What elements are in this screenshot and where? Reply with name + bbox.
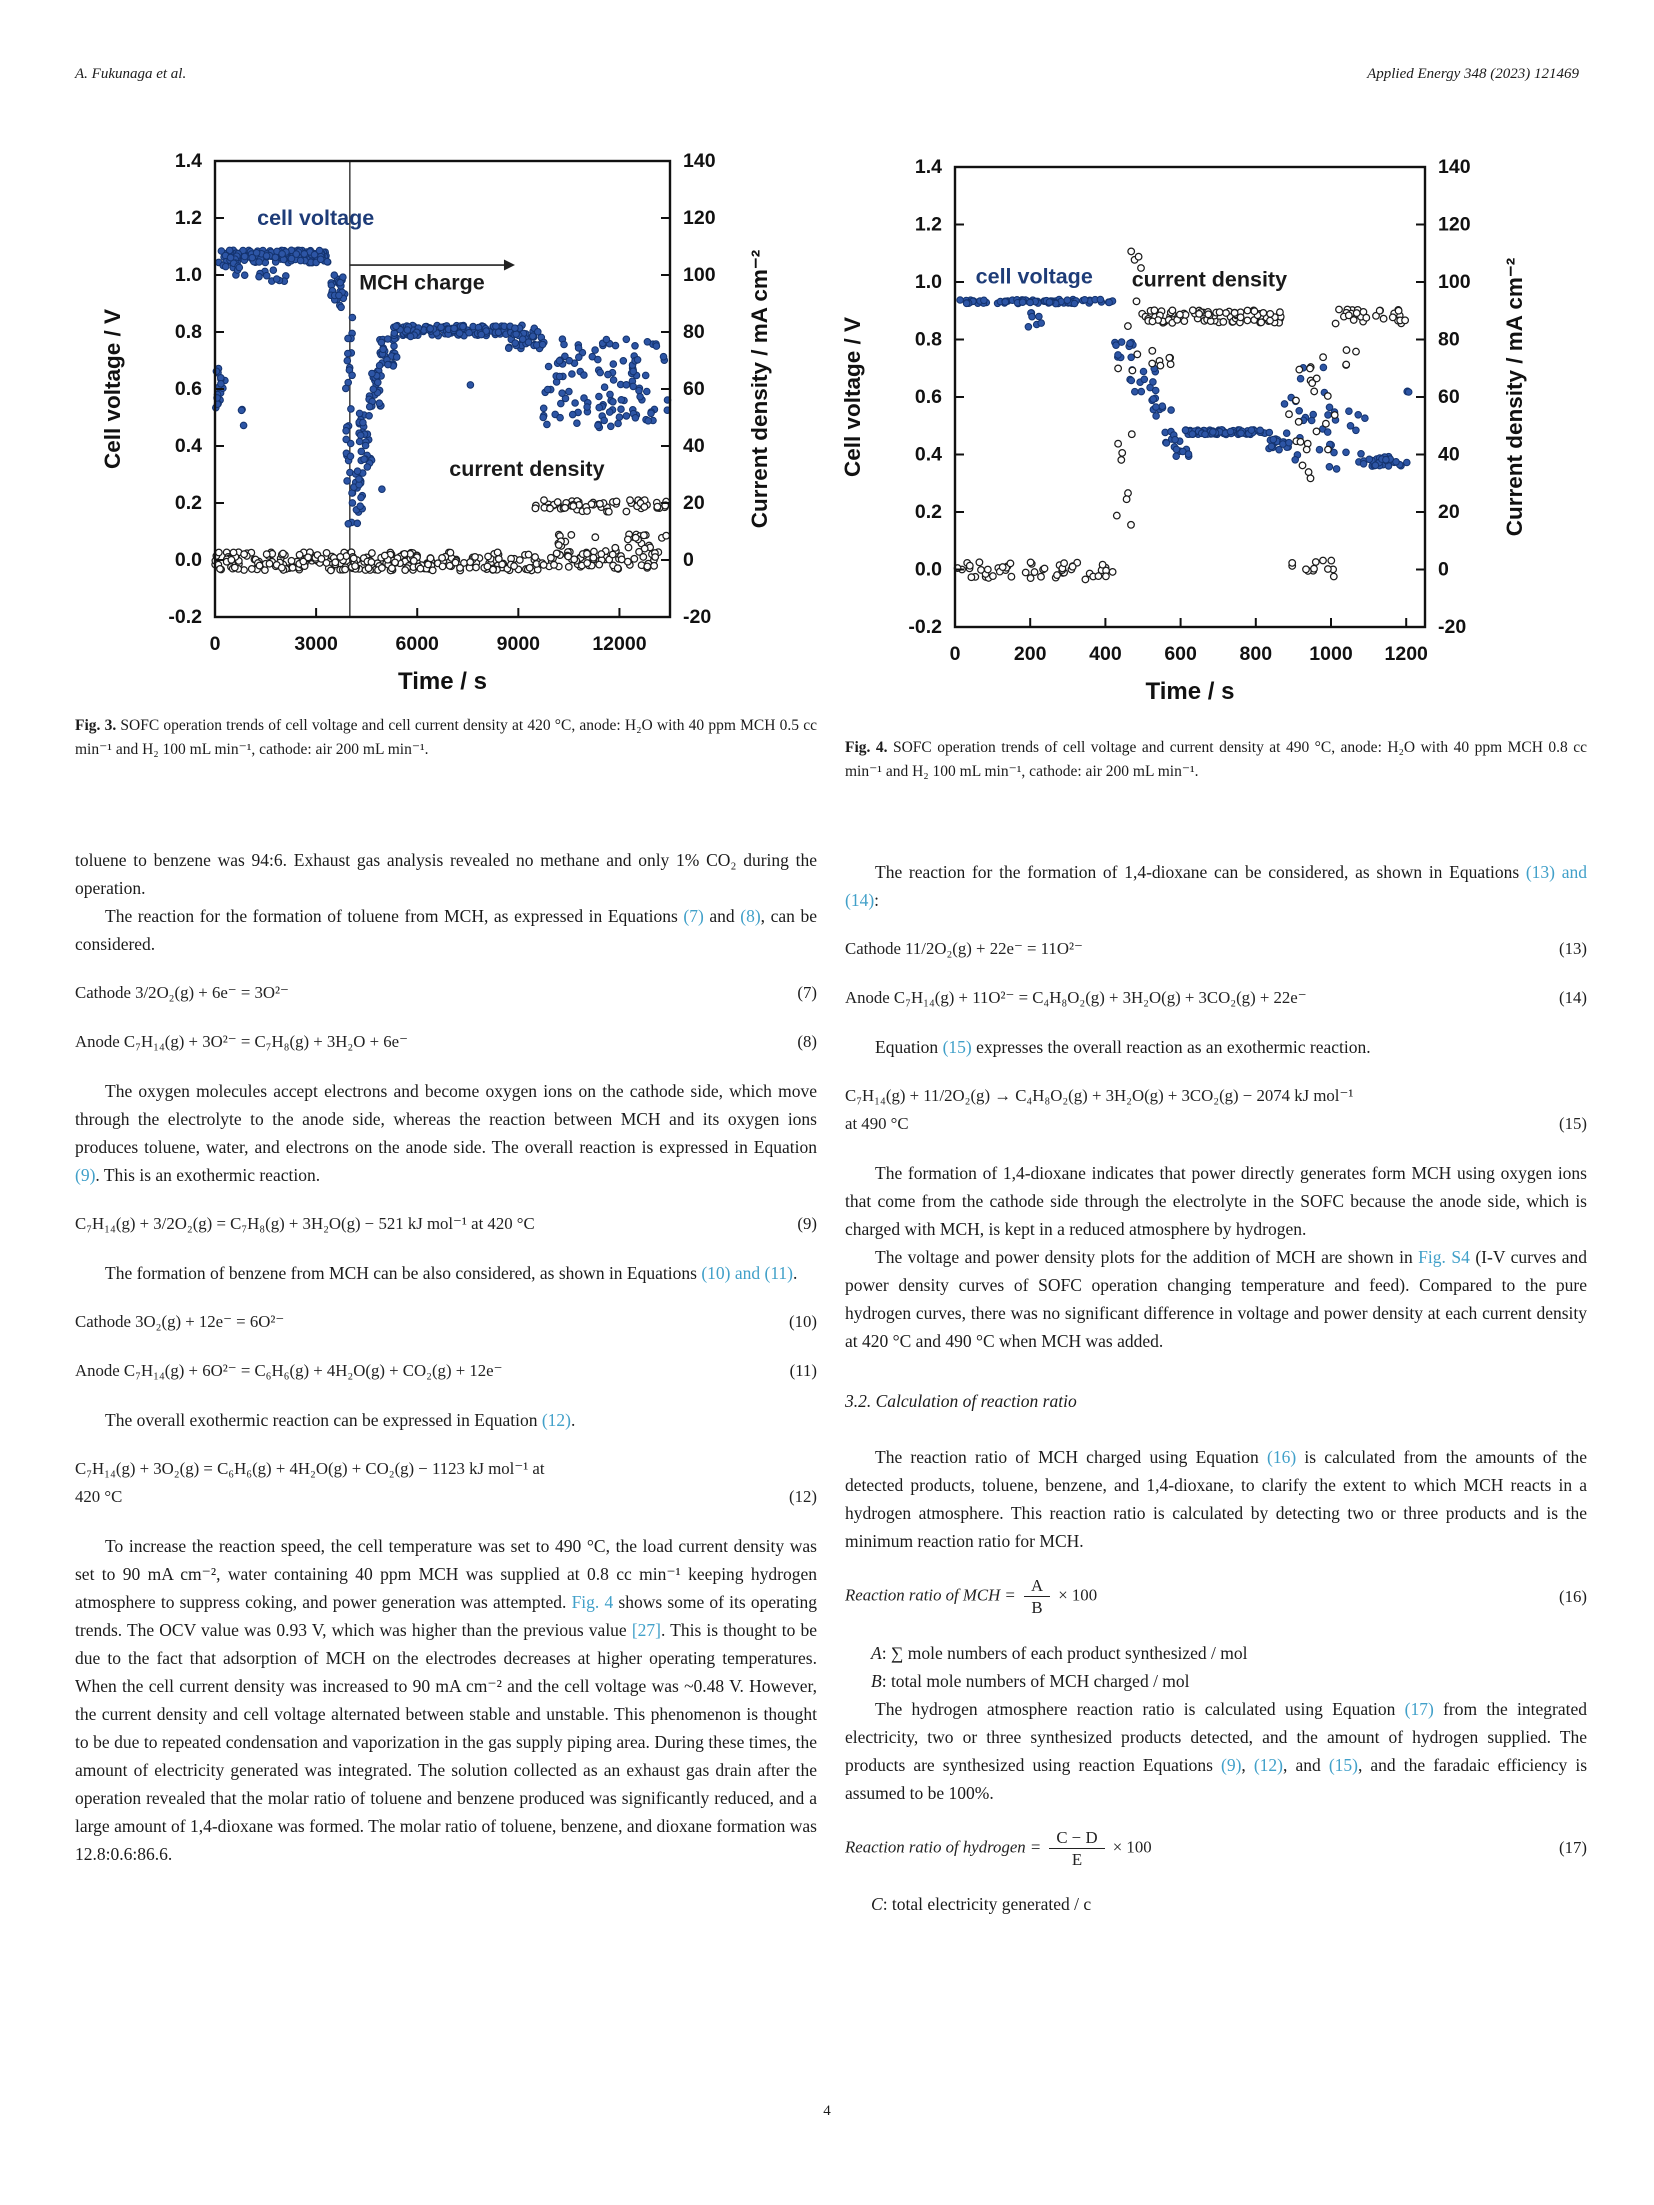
text-run: The reaction for the formation of 1,4-dioxane can be considered, as shown in Equations [875,862,1526,882]
equation-line-2 [75,1483,817,1511]
annotation-cell-voltage: cell voltage [975,264,1093,289]
citation-link[interactable]: (9) [1221,1754,1242,1775]
equation-body: C₇H₁₄(g) + 11/2O₂(g) → C₄H₈O₂(g) + 3H₂O(g) + 3CO₂(g) − 2074 kJ mol⁻¹ [845,1086,1354,1105]
fraction [1024,1576,1050,1618]
text-run: : total mole numbers of MCH charged / mol [881,1670,1190,1691]
svg-text:400: 400 [1089,643,1122,665]
equation [75,1028,817,1056]
equation-body: Anode C₇H₁₄(g) + 11O²⁻ = C₄H₈O₂(g) + 3H₂O(g) + 3CO₂(g) + 22e⁻ [845,988,1307,1007]
paragraph [845,1243,1587,1355]
citation-link[interactable]: (17) [1404,1698,1434,1719]
svg-text:140: 140 [1438,156,1471,178]
text-column-right [845,858,1587,1918]
svg-text:0.8: 0.8 [174,321,202,343]
equation [845,1576,1587,1618]
y-axis-left [840,156,964,638]
equation-body: C₇H₁₄(g) + 3O₂(g) = C₆H₆(g) + 4H₂O(g) + CO₂(g) − 1123 kJ mol⁻¹ at [75,1459,545,1478]
equation-number: (7) [797,983,817,1002]
svg-text:20: 20 [1438,501,1460,523]
figure-4-chart [800,95,1600,725]
equation-body: at 490 °C [845,1114,909,1133]
text-run: . This is an exothermic reaction. [95,1165,321,1185]
text-run: : ∑ mole numbers of each product synthesized / mol [881,1642,1248,1663]
svg-text:100: 100 [683,264,716,286]
citation-link[interactable]: Fig. 4 [571,1592,614,1612]
svg-text:0.0: 0.0 [174,549,202,571]
x-axis [950,618,1428,705]
equation [75,1308,817,1336]
citation-link[interactable]: (9) [75,1165,96,1185]
y-axis-left [100,150,224,628]
paragraph [845,1033,1587,1061]
svg-text:200: 200 [1013,643,1047,665]
equation-body: Cathode 3O₂(g) + 12e⁻ = 6O²⁻ [75,1312,285,1331]
svg-text:60: 60 [683,378,705,400]
citation-link[interactable]: (16) [1267,1447,1297,1467]
text-run: expresses the overall reaction as an exothermic reaction. [971,1037,1371,1057]
paragraph [75,1077,817,1189]
fraction-denominator: E [1071,1849,1083,1869]
text-run: shows some of its operating trends. The OCV value was 0.93 V, which was higher than the previous value [75,1592,817,1640]
svg-text:-0.2: -0.2 [168,606,202,628]
equation-number: (17) [1559,1838,1587,1858]
citation-link[interactable]: (12) [541,1410,571,1430]
svg-text:12000: 12000 [592,633,647,655]
definition-line [871,1890,1587,1918]
y-axis-right-title: Current density / mA cm⁻² [747,249,772,529]
equation-number: (14) [1559,988,1587,1007]
svg-text:80: 80 [683,321,705,343]
text-run: B [871,1670,882,1691]
equation [75,979,817,1007]
svg-text:0.6: 0.6 [174,378,202,400]
equation-body: Reaction ratio of hydrogen = $\frac{C - D}{E}$ × 100 [845,1827,1152,1869]
text-run: , and the faradaic efficiency is assumed to be 100%. [845,1754,1588,1803]
svg-text:1.0: 1.0 [174,264,202,286]
text-run: The formation of benzene from MCH can be also considered, as shown in Equations [105,1263,702,1283]
text-run: . [571,1410,576,1430]
svg-text:100: 100 [1438,271,1471,293]
paragraph [75,1259,817,1287]
figure-3-chart [60,95,820,725]
svg-text:0.8: 0.8 [914,328,942,351]
text-run: Fig. 4. [845,739,888,756]
svg-text:0.2: 0.2 [174,492,202,514]
text-run: from the integrated electricity, two or three synthesized products detected, and the amount of hydrogen supplied. The products are synthesized using reaction Equations [845,1698,1587,1775]
equation [845,1828,1587,1870]
svg-text:1.2: 1.2 [914,213,942,236]
annotation-cell-voltage: cell voltage [257,206,375,231]
fraction [1049,1828,1104,1870]
fraction-denominator: B [1031,1598,1043,1618]
citation-link[interactable]: (8) [740,906,761,926]
svg-text:40: 40 [683,435,705,457]
svg-text:3000: 3000 [294,633,338,655]
text-run: SOFC operation trends of cell voltage and current density at 490 °C, anode: H₂O with 40 ppm MCH 0.8 cc min⁻¹ and H₂ 100 mL min⁻¹, cathode: air 200 mL min⁻¹. [845,739,1587,780]
svg-text:1.4: 1.4 [174,150,202,172]
paragraph [75,1406,817,1434]
text-run: , and [1283,1754,1329,1775]
equation-number: (12) [789,1487,817,1506]
text-run: toluene to benzene was 94:6. Exhaust gas analysis revealed no methane and only 1% CO₂ during the operation. [75,850,817,898]
text-run: Fig. 3. [75,717,117,734]
text-run: The overall exothermic reaction can be expressed in Equation [105,1410,542,1430]
equation [75,1357,817,1385]
svg-text:1.2: 1.2 [174,207,202,229]
paragraph [845,1443,1587,1555]
equation-number: (16) [1559,1586,1587,1606]
text-run: is calculated from the amounts of the detected products, toluene, benzene, and 1,4-dioxane, to clarify the extent to which MCH reacts in a hydrogen atmosphere. This reaction ratio is calculated by detecting two or three products and is the minimum reaction ratio for MCH. [845,1447,1587,1551]
svg-text:0.6: 0.6 [914,386,942,408]
citation-link[interactable]: (13) and (14) [845,862,1587,910]
svg-text:9000: 9000 [496,633,541,655]
text-run: The hydrogen atmosphere reaction ratio is calculated using Equation [875,1698,1405,1719]
svg-text:0: 0 [949,643,961,665]
text-run: : total electricity generated / c [882,1894,1092,1915]
text-run: 3.2. Calculation of reaction ratio [845,1391,1077,1411]
svg-text:1200: 1200 [1384,643,1428,665]
equation-number: (10) [789,1312,817,1331]
svg-text:1.0: 1.0 [914,271,942,293]
svg-text:6000: 6000 [395,633,439,655]
svg-text:120: 120 [1438,213,1471,236]
svg-text:-20: -20 [1438,616,1467,638]
citation-link[interactable]: Fig. S4 [1418,1247,1470,1267]
text-column-left [75,846,817,1868]
svg-text:0: 0 [209,633,221,655]
equation [75,1455,817,1511]
svg-text:800: 800 [1239,643,1273,665]
running-head-journal: Applied Energy 348 (2023) 121469 [1367,66,1579,82]
svg-text:0.4: 0.4 [914,443,942,466]
equation [75,1210,817,1238]
series-current-density [212,497,670,574]
section-heading [845,1387,1587,1415]
equation-number: (9) [797,1214,817,1233]
citation-link[interactable]: (15) [1328,1754,1358,1775]
text-run: , can be considered. [75,906,817,954]
svg-text:80: 80 [1438,328,1460,351]
y-axis-left-title: Cell voltage / V [100,308,125,470]
svg-text:0.0: 0.0 [914,558,942,581]
equation-line-2 [845,1110,1587,1138]
paragraph [845,1159,1587,1243]
equation-body: Anode C₇H₁₄(g) + 6O²⁻ = C₆H₆(g) + 4H₂O(g) + CO₂(g) + 12e⁻ [75,1361,503,1380]
text-run: : [874,890,880,910]
svg-text:20: 20 [683,492,705,514]
text-run: To increase the reaction speed, the cell temperature was set to 490 °C, the load current density was set to 90 mA cm⁻², water containing 40 ppm MCH was supplied at 0.8 cc min⁻¹ keeping hydrogen atmosphere to suppress coking, and power generation was attempted. [75,1536,817,1612]
text-run: (I-V curves and power density curves of SOFC operation changing temperature and feed). Compared to the pure hydrogen curves, there was no significant difference in voltage and power density at each current density at 420 °C and 490 °C when MCH was added. [845,1247,1588,1351]
definition-line [871,1667,1587,1695]
x-axis-title: Time / s [398,668,487,695]
y-axis-right-title: Current density / mA cm⁻² [1502,257,1527,537]
text-run: The formation of 1,4-dioxane indicates that power directly generates form MCH using oxygen ions that come from the cathode side through the electrolyte in the SOFC because the anode side, which is charged with MCH, is kept in a reduced atmosphere by hydrogen. [845,1163,1587,1239]
x-axis [210,608,647,695]
equation-body: Reaction ratio of MCH = $\frac{A}{B}$ × 100 [845,1576,1098,1618]
equation-number: (8) [797,1032,817,1051]
equation-number: (15) [1559,1114,1587,1133]
equation [845,935,1587,963]
svg-text:0: 0 [683,549,694,571]
svg-text:120: 120 [683,207,716,229]
paragraph [845,858,1587,914]
figure-3-caption [75,714,817,762]
equation-number: (13) [1559,939,1587,958]
citation-link[interactable]: (12) [1253,1754,1284,1775]
text-run: The voltage and power density plots for the addition of MCH are shown in [875,1247,1419,1267]
y-axis-right [661,150,772,628]
svg-text:40: 40 [1438,443,1460,466]
citation-link[interactable]: (7) [683,906,704,926]
equation-body: Anode C₇H₁₄(g) + 3O²⁻ = C₇H₈(g) + 3H₂O + 6e⁻ [75,1032,408,1051]
figure-4-caption [845,736,1587,784]
definition-line [871,1639,1587,1667]
svg-text:140: 140 [683,150,716,172]
equation-line-1 [75,1455,817,1483]
equation-body: Cathode 3/2O₂(g) + 6e⁻ = 3O²⁻ [75,983,289,1002]
running-head-author: A. Fukunaga et al. [75,66,187,82]
text-run: The oxygen molecules accept electrons and become oxygen ions on the cathode side, which move through the electrolyte to the anode side, whereas the reaction between MCH and its oxygen ions produces toluene, water, and electrons on the anode side. The overall reaction is expressed in Equation [75,1081,817,1157]
svg-text:60: 60 [1438,386,1460,408]
fraction-numerator: C − D [1049,1828,1104,1849]
svg-text:0.2: 0.2 [914,501,942,523]
annotation-current-density: current density [449,456,605,481]
y-axis-left-title: Cell voltage / V [840,316,865,478]
text-run: , [1241,1754,1254,1775]
fraction-numerator: A [1024,1576,1050,1597]
citation-link[interactable]: (10) and (11) [701,1263,793,1283]
svg-text:1000: 1000 [1309,643,1353,665]
text-run: . [793,1263,798,1283]
paragraph [845,1695,1587,1807]
text-run: C [871,1894,883,1915]
y-axis-right [1416,156,1527,638]
svg-text:0: 0 [1438,558,1449,581]
equation-line-1 [845,1082,1587,1110]
equation-body: Cathode 11/2O₂(g) + 22e⁻ = 11O²⁻ [845,939,1083,958]
text-run: and [703,906,741,926]
x-axis-title: Time / s [1145,678,1235,705]
equation-body: C₇H₁₄(g) + 3/2O₂(g) = C₇H₈(g) + 3H₂O(g) − 521 kJ mol⁻¹ at 420 °C [75,1214,535,1233]
paragraph [75,1532,817,1868]
equation [845,1082,1587,1138]
svg-text:-0.2: -0.2 [908,616,942,638]
equation-number: (11) [789,1361,817,1380]
text-run: . This is thought to be due to the fact that adsorption of MCH on the electrodes decreases at higher operating temperatures. When the cell current density was increased to 90 mA cm⁻² and the cell voltage was ~0.48 V. However, the current density and cell voltage alternated between stable and unstable. This phenomenon is thought to be due to repeated condensation and vaporization in the gas supply piping area. During these times, the amount of electricity generated was integrated. The solution collected as an exhaust gas drain after the operation revealed that the molar ratio of toluene and benzene produced was significantly reduced, and a large amount of 1,4-dioxane was formed. The molar ratio of toluene, benzene, and dioxane formation was 12.8:0.6:86.6. [75,1620,817,1864]
text-run: The reaction ratio of MCH charged using Equation [875,1447,1268,1467]
text-run: A [871,1642,882,1663]
svg-text:-20: -20 [683,606,712,628]
svg-text:1.4: 1.4 [914,156,942,178]
svg-text:0.4: 0.4 [174,435,202,457]
equation [845,984,1587,1012]
annotation-MCH-charge: MCH charge [359,270,485,295]
paragraph [75,902,817,958]
equation-body: 420 °C [75,1487,123,1506]
text-run: Equation [875,1037,943,1057]
mch-charge-arrow [350,260,515,271]
plot-border [955,167,1425,627]
svg-text:600: 600 [1164,643,1197,665]
citation-link[interactable]: [27] [631,1620,661,1640]
page-number: 4 [823,2103,831,2119]
annotation-current-density: current density [1131,267,1288,292]
text-run: SOFC operation trends of cell voltage and cell current density at 420 °C, anode: H₂O with 40 ppm MCH 0.5 cc min⁻¹ and H₂ 100 mL min⁻¹, cathode: air 200 mL min⁻¹. [75,717,817,758]
paragraph [75,846,817,902]
text-run: The reaction for the formation of toluene from MCH, as expressed in Equations [105,906,684,926]
citation-link[interactable]: (15) [942,1037,972,1057]
